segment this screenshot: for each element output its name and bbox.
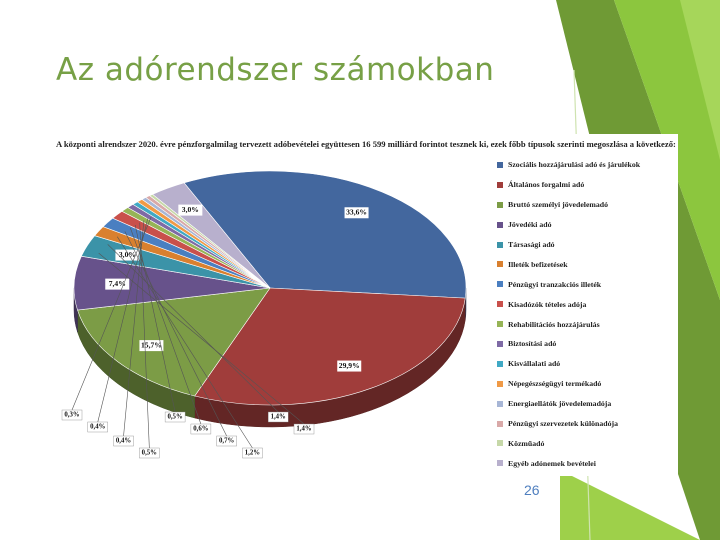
legend-item-kisadozok-teteles-adoja: [497, 294, 640, 314]
legend-label: Szociális hozzájárulási adó és járulékok: [508, 160, 641, 170]
data-label-szocialis-hozzajarulasi-ado-es-jarulekok: 33,6%: [346, 207, 367, 217]
legend-item-tarsasagi-ado: [497, 235, 640, 255]
legend-label: Illeték befizetések: [508, 259, 568, 269]
legend-swatch: [497, 261, 503, 267]
data-label-biztositasi-ado: 0,6%: [193, 425, 209, 433]
legend-swatch: [497, 381, 503, 387]
legend-swatch: [497, 301, 503, 307]
data-label-rehabilitacios-hozzajarulas: 0,7%: [219, 437, 235, 445]
legend-label: Pénzügyi szervezetek különadója: [508, 419, 619, 429]
legend-item-biztositasi-ado: [497, 334, 640, 354]
chart-legend: [497, 155, 640, 473]
legend-swatch: [497, 281, 503, 287]
legend-item-szocialis-hozzajarulasi-ado-es-jarulekok: [497, 155, 640, 175]
legend-item-jovedeki-ado: [497, 215, 640, 235]
legend-swatch: [497, 460, 503, 466]
legend-item-brutto-szemelyi-jovedelemado: [497, 195, 640, 215]
legend-label: Jövedéki adó: [508, 220, 552, 230]
legend-swatch: [497, 222, 503, 228]
data-label-penzugyi-tranzakcios-illetek: 1,4%: [270, 413, 286, 421]
data-label-nepegeszsegugyi-termekado: 0,5%: [141, 449, 157, 457]
legend-swatch: [497, 242, 503, 248]
legend-item-illetek-befizetesek: [497, 254, 640, 274]
data-label-illetek-befizetesek: 1,4%: [296, 425, 312, 433]
slide-title: Az adórendszer számokban: [56, 52, 495, 88]
data-label-altalanos-forgalmi-ado: 29,9%: [338, 360, 360, 370]
legend-label: Biztosítási adó: [508, 339, 557, 349]
legend-label: Társasági adó: [508, 240, 555, 249]
legend-swatch: [497, 321, 503, 327]
data-label-jovedeki-ado: 7,4%: [108, 278, 126, 288]
legend-item-kozmuado: [497, 433, 640, 453]
legend-swatch: [497, 421, 503, 427]
legend-item-penzugyi-tranzakcios-illetek: [497, 274, 640, 294]
data-label-penzugyi-szervezetek-kulonadoja: 0,4%: [90, 423, 106, 431]
legend-swatch: [497, 401, 503, 407]
legend-label: Kisvállalati adó: [508, 359, 561, 369]
pie-slices: [74, 171, 466, 405]
data-label-kozmuado: 0,3%: [64, 411, 80, 419]
data-label-brutto-szemelyi-jovedelemado: 15,7%: [140, 340, 162, 350]
chart-panel: [48, 134, 678, 476]
data-label-energiaellatok-jovedelemadoja: 0,4%: [115, 437, 132, 445]
legend-swatch: [497, 182, 503, 188]
legend-label: Közműadó: [508, 438, 545, 448]
legend-label: Egyéb adónemek bevételei: [508, 458, 596, 468]
legend-label: Népegészségügyi termékadó: [508, 379, 602, 389]
data-label-kisvallalati-ado: 0,5%: [167, 413, 183, 421]
legend-swatch: [497, 440, 503, 446]
legend-label: Rehabilitációs hozzájárulás: [508, 319, 600, 329]
legend-label: Energiaellátók jövedelemadója: [508, 399, 612, 409]
page-number: 26: [524, 482, 540, 498]
legend-item-rehabilitacios-hozzajarulas: [497, 314, 640, 334]
legend-item-penzugyi-szervezetek-kulonadoja: [497, 414, 640, 434]
legend-swatch: [497, 202, 503, 208]
legend-item-kisvallalati-ado: [497, 354, 640, 374]
legend-item-nepegeszsegugyi-termekado: [497, 374, 640, 394]
legend-item-energiaellatok-jovedelemadoja: [497, 394, 640, 414]
green-stripe-bottom: [560, 470, 700, 540]
legend-swatch: [497, 341, 503, 347]
legend-swatch: [497, 361, 503, 367]
data-label-egyeb-adonemek-bevetelei: 3,0%: [181, 204, 199, 214]
legend-swatch: [497, 162, 503, 168]
legend-label: Általános forgalmi adó: [508, 180, 585, 190]
chart-title: A központi alrendszer 2020. évre pénzforgalmilag tervezett adóbevételei együttesen 16 599 milliárd forintot tesznek ki, ezek főbb típusok szerinti megoszlása a következő:: [56, 139, 676, 149]
legend-label: Kisadózók tételes adója: [508, 299, 587, 309]
data-label-tarsasagi-ado: 3,0%: [118, 249, 136, 259]
legend-item-egyeb-adonemek-bevetelei: [497, 453, 640, 473]
legend-item-altalanos-forgalmi-ado: [497, 175, 640, 195]
data-label-kisadozok-teteles-adoja: 1,2%: [244, 449, 261, 457]
legend-label: Bruttó személyi jövedelemadó: [508, 200, 609, 210]
legend-label: Pénzügyi tranzakciós illeték: [508, 279, 602, 289]
